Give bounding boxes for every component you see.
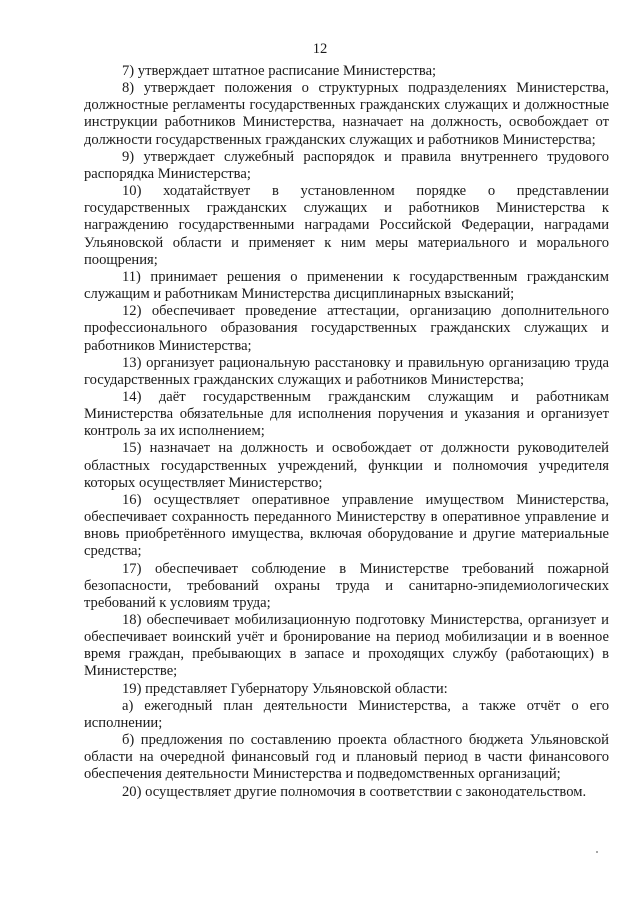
paragraph-19: 19) представляет Губернатору Ульяновской области: <box>122 680 448 697</box>
page-number: 12 <box>312 41 328 57</box>
paragraph-12: 12) обеспечивает проведение аттестации, организацию дополнительного профессионального образования государственных гражданских служащих и работников Министерства; <box>84 303 609 354</box>
paragraph-18: 18) обеспечивает мобилизационную подготовку Министерства, организует и обеспечивает воинский учёт и бронирование на период мобилизации и в военное время граждан, пребывающих в запасе и проходящих службу (работающих) в Министерстве; <box>84 612 609 680</box>
paragraph-10: 10) ходатайствует в установленном порядке о представлении государственных гражданских служащих и работников Министерства к награждению государственными наградами Российской Федерации, наградами Ульяновской области и применяет к ним меры материального и морального поощрения; <box>84 183 609 268</box>
paragraph-9: 9) утверждает служебный распорядок и правила внутреннего трудового распорядка Министерства; <box>84 148 609 182</box>
paragraph-19-a: а) ежегодный план деятельности Министерства, а также отчёт о его исполнении; <box>84 697 609 731</box>
paragraph-11: 11) принимает решения о применении к государственным гражданским служащим и работникам Министерства дисциплинарных взысканий; <box>84 268 609 303</box>
scan-mark <box>596 851 598 853</box>
paragraph-15: 15) назначает на должность и освобождает от должности руководителей областных государственных учреждений, функции и полномочия учредителя которых осуществляет Министерство; <box>84 440 609 491</box>
paragraph-14: 14) даёт государственным гражданским служащим и работникам Министерства обязательные для исполнения поручения и указания и организует контроль за их исполнением; <box>84 388 609 440</box>
paragraph-20: 20) осуществляет другие полномочия в соответствии с законодательством. <box>122 783 587 800</box>
paragraph-17: 17) обеспечивает соблюдение в Министерстве требований пожарной безопасности, требований охраны труда и санитарно-эпидемиологических требований к условиям труда; <box>84 560 609 611</box>
paragraph-13: 13) организует рациональную расстановку и правильную организацию труда государственных гражданских служащих и работников Министерства; <box>84 354 609 388</box>
document-body <box>84 63 609 801</box>
paragraph-7: 7) утверждает штатное расписание Министерства; <box>122 63 437 79</box>
paragraph-19-b: б) предложения по составлению проекта областного бюджета Ульяновской области на очередной финансовый год и плановый период в части финансового обеспечения деятельности Министерства и подведомственных организаций; <box>84 732 609 783</box>
paragraph-8: 8) утверждает положения о структурных подразделениях Министерства, должностные регламенты государственных гражданских служащих и должностные инструкции работников Министерства, назначает на должность, освобождает от должности государственных гражданских служащих и работников Министерства; <box>84 80 609 148</box>
paragraph-16: 16) осуществляет оперативное управление имуществом Министерства, обеспечивает сохранность переданного Министерству в оперативное управление и вновь приобретённого имущества, включая оборудование и другие материальные средства; <box>84 491 609 560</box>
